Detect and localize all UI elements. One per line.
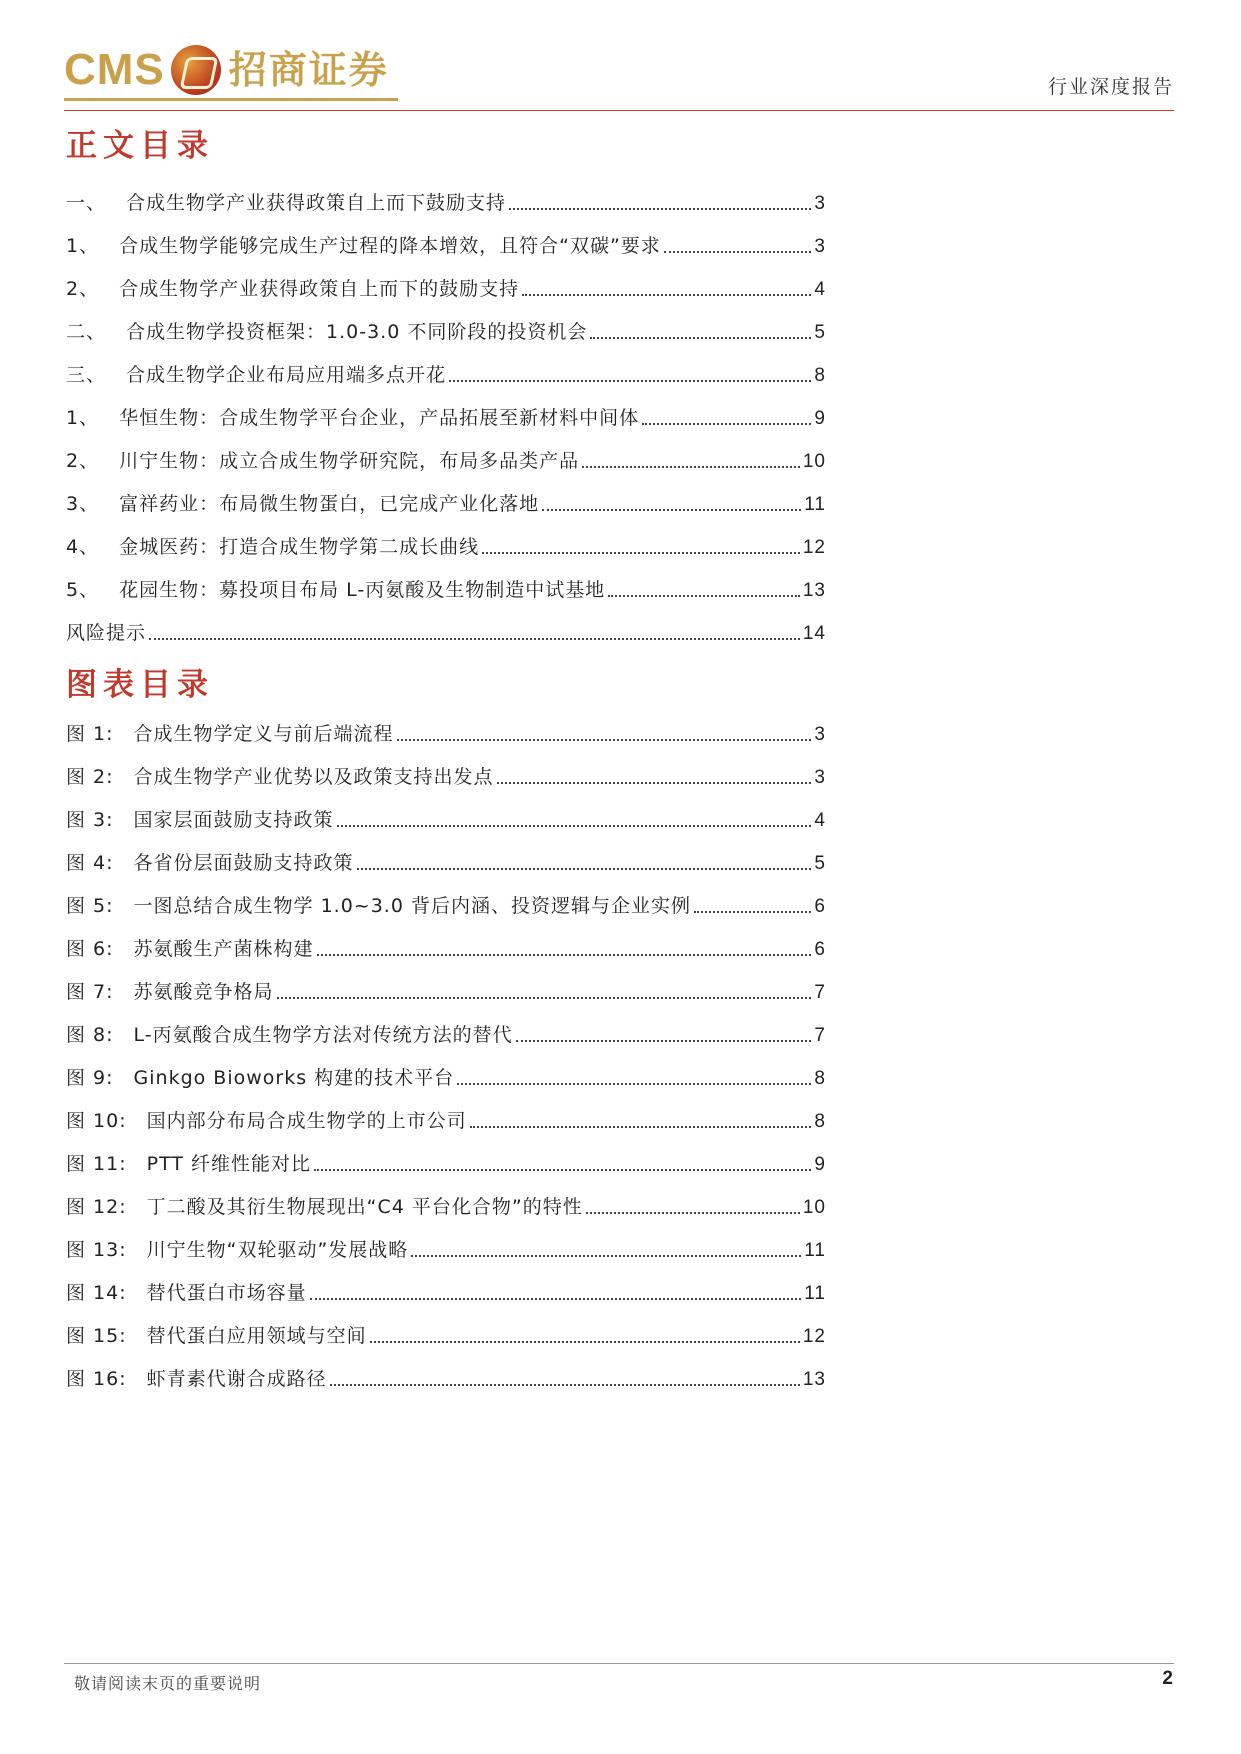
leader-dots (642, 423, 811, 425)
entry-number: 图 10: (66, 1110, 127, 1132)
entry-number: 图 3: (66, 809, 114, 831)
entry-title: 合成生物学产业获得政策自上而下的鼓励支持 (119, 278, 520, 300)
entry-title: 合成生物学能够完成生产过程的降本增效，且符合“双碳”要求 (119, 235, 661, 257)
leader-dots (449, 380, 811, 382)
toc-entry[interactable] (66, 615, 826, 645)
entry-page: 6 (814, 896, 826, 917)
figure-entry[interactable] (66, 1189, 826, 1219)
toc-entry[interactable] (66, 443, 826, 473)
entry-number: 图 4: (66, 852, 114, 874)
toc-entry[interactable] (66, 400, 826, 430)
entry-page: 8 (814, 1068, 826, 1089)
entry-number: 图 15: (66, 1325, 127, 1347)
entry-page: 7 (814, 1025, 826, 1046)
figure-entry[interactable] (66, 1060, 826, 1090)
entry-number: 一、 (66, 192, 107, 214)
leader-dots (310, 1298, 802, 1300)
entry-title: 合成生物学产业获得政策自上而下鼓励支持 (126, 192, 507, 214)
entry-number: 1、 (66, 407, 100, 429)
toc-entry[interactable] (66, 529, 826, 559)
page-number: 2 (1162, 1668, 1173, 1689)
entry-page: 3 (814, 724, 826, 745)
leader-dots (397, 739, 812, 741)
entry-number: 图 2: (66, 766, 114, 788)
figure-entry[interactable] (66, 974, 826, 1004)
figure-entry[interactable] (66, 1017, 826, 1047)
entry-page: 3 (814, 193, 826, 214)
entry-title: 合成生物学企业布局应用端多点开花 (126, 364, 447, 386)
entry-number: 图 1: (66, 723, 114, 745)
entry-title: 富祥药业：布局微生物蛋白，已完成产业化落地 (119, 493, 540, 515)
entry-page: 4 (814, 279, 826, 300)
entry-title: 合成生物学定义与前后端流程 (133, 723, 394, 745)
entry-page: 7 (814, 982, 826, 1003)
toc-entry[interactable] (66, 357, 826, 387)
entry-title: 金城医药：打造合成生物学第二成长曲线 (119, 536, 480, 558)
entry-page: 12 (802, 537, 826, 558)
entry-title: 苏氨酸生产菌株构建 (133, 938, 314, 960)
report-type: 行业深度报告 (1047, 76, 1174, 98)
entry-page: 11 (804, 1283, 826, 1304)
entry-number: 图 7: (66, 981, 114, 1003)
entry-page: 12 (802, 1326, 826, 1347)
logo-emblem-icon (171, 45, 221, 95)
entry-page: 8 (814, 365, 826, 386)
leader-dots (411, 1255, 801, 1257)
entry-title: 各省份层面鼓励支持政策 (133, 852, 354, 874)
figure-entry[interactable] (66, 1232, 826, 1262)
entry-number: 图 12: (66, 1196, 127, 1218)
entry-title: 苏氨酸竞争格局 (133, 981, 274, 1003)
entry-title: 替代蛋白市场容量 (146, 1282, 307, 1304)
toc-entry[interactable] (66, 486, 826, 516)
entry-title: 一图总结合成生物学 1.0~3.0 背后内涵、投资逻辑与企业实例 (133, 895, 691, 917)
entry-title: 风险提示 (66, 622, 147, 644)
logo-chinese: 招商证券 (228, 48, 389, 92)
entry-page: 13 (802, 1369, 826, 1390)
leader-dots (582, 466, 800, 468)
entry-number: 2、 (66, 450, 100, 472)
footer-note: 敬请阅读末页的重要说明 (74, 1674, 262, 1693)
figure-entry[interactable] (66, 802, 826, 832)
entry-number: 图 8: (66, 1024, 114, 1046)
leader-dots (542, 509, 801, 511)
entry-number: 图 16: (66, 1368, 127, 1390)
entry-number: 3、 (66, 493, 100, 515)
leader-dots (317, 954, 812, 956)
logo-latin: CMS (64, 45, 165, 94)
leader-dots (509, 208, 811, 210)
entry-page: 10 (802, 1197, 826, 1218)
entry-title: 丁二酸及其衍生物展现出“C4 平台化合物”的特性 (146, 1196, 583, 1218)
leader-dots (608, 595, 800, 597)
entry-number: 图 14: (66, 1282, 127, 1304)
logo-underline (64, 98, 398, 101)
entry-page: 9 (814, 408, 826, 429)
entry-number: 二、 (66, 321, 107, 343)
entry-page: 5 (814, 322, 826, 343)
entry-title: 虾青素代谢合成路径 (146, 1368, 327, 1390)
figure-entry[interactable] (66, 1361, 826, 1391)
toc-title: 正文目录 (66, 128, 214, 164)
leader-dots (370, 1341, 800, 1343)
footer-divider (64, 1663, 1174, 1664)
entry-title: 华恒生物：合成生物学平台企业，产品拓展至新材料中间体 (119, 407, 640, 429)
entry-page: 14 (802, 623, 826, 644)
entry-page: 3 (814, 767, 826, 788)
entry-title: 国内部分布局合成生物学的上市公司 (146, 1110, 467, 1132)
entry-page: 11 (804, 494, 826, 515)
entry-page: 4 (814, 810, 826, 831)
entry-number: 图 5: (66, 895, 114, 917)
entry-number: 图 13: (66, 1239, 127, 1261)
entry-page: 13 (802, 580, 826, 601)
entry-page: 5 (814, 853, 826, 874)
leader-dots (694, 911, 811, 913)
figures-title: 图表目录 (66, 667, 214, 703)
leader-dots (470, 1126, 812, 1128)
entry-page: 10 (802, 451, 826, 472)
figure-entry[interactable] (66, 888, 826, 918)
figure-entry[interactable] (66, 1103, 826, 1133)
page-header (64, 40, 1174, 112)
leader-dots (337, 825, 812, 827)
leader-dots (482, 552, 800, 554)
entry-title: 花园生物：募投项目布局 L-丙氨酸及生物制造中试基地 (119, 579, 606, 601)
figure-entry[interactable] (66, 845, 826, 875)
entry-number: 5、 (66, 579, 100, 601)
leader-dots (497, 782, 812, 784)
entry-page: 3 (814, 236, 826, 257)
entry-title: 替代蛋白应用领域与空间 (146, 1325, 367, 1347)
leader-dots (330, 1384, 800, 1386)
entry-title: 川宁生物：成立合成生物学研究院，布局多品类产品 (119, 450, 580, 472)
leader-dots (664, 251, 812, 253)
toc-entry[interactable] (66, 228, 826, 258)
figure-entry[interactable] (66, 1275, 826, 1305)
leader-dots (357, 868, 812, 870)
entry-number: 图 9: (66, 1067, 114, 1089)
toc-entry[interactable] (66, 185, 826, 215)
entry-number: 图 11: (66, 1153, 127, 1175)
entry-number: 三、 (66, 364, 107, 386)
figure-entry[interactable] (66, 931, 826, 961)
entry-number: 2、 (66, 278, 100, 300)
figure-entry[interactable] (66, 759, 826, 789)
entry-title: 合成生物学投资框架：1.0-3.0 不同阶段的投资机会 (126, 321, 588, 343)
leader-dots (522, 294, 811, 296)
toc-entry[interactable] (66, 572, 826, 602)
leader-dots (149, 638, 800, 640)
entry-number: 图 6: (66, 938, 114, 960)
entry-title: PTT 纤维性能对比 (146, 1153, 312, 1175)
entry-number: 4、 (66, 536, 100, 558)
entry-title: 合成生物学产业优势以及政策支持出发点 (133, 766, 494, 788)
entry-title: Ginkgo Bioworks 构建的技术平台 (133, 1067, 455, 1089)
entry-number: 1、 (66, 235, 100, 257)
leader-dots (586, 1212, 800, 1214)
leader-dots (516, 1040, 812, 1042)
header-divider (64, 110, 1174, 111)
entry-title: 川宁生物“双轮驱动”发展战略 (146, 1239, 409, 1261)
entry-title: L-丙氨酸合成生物学方法对传统方法的替代 (133, 1024, 513, 1046)
entry-page: 9 (814, 1154, 826, 1175)
figure-entry[interactable] (66, 716, 826, 746)
cms-logo (64, 40, 389, 100)
leader-dots (314, 1169, 811, 1171)
entry-page: 11 (804, 1240, 826, 1261)
leader-dots (590, 337, 811, 339)
leader-dots (277, 997, 812, 999)
figure-entry[interactable] (66, 1318, 826, 1348)
entry-title: 国家层面鼓励支持政策 (133, 809, 334, 831)
entry-page: 6 (814, 939, 826, 960)
toc-entry[interactable] (66, 314, 826, 344)
toc-entry[interactable] (66, 271, 826, 301)
figure-entry[interactable] (66, 1146, 826, 1176)
leader-dots (457, 1083, 811, 1085)
entry-page: 8 (814, 1111, 826, 1132)
